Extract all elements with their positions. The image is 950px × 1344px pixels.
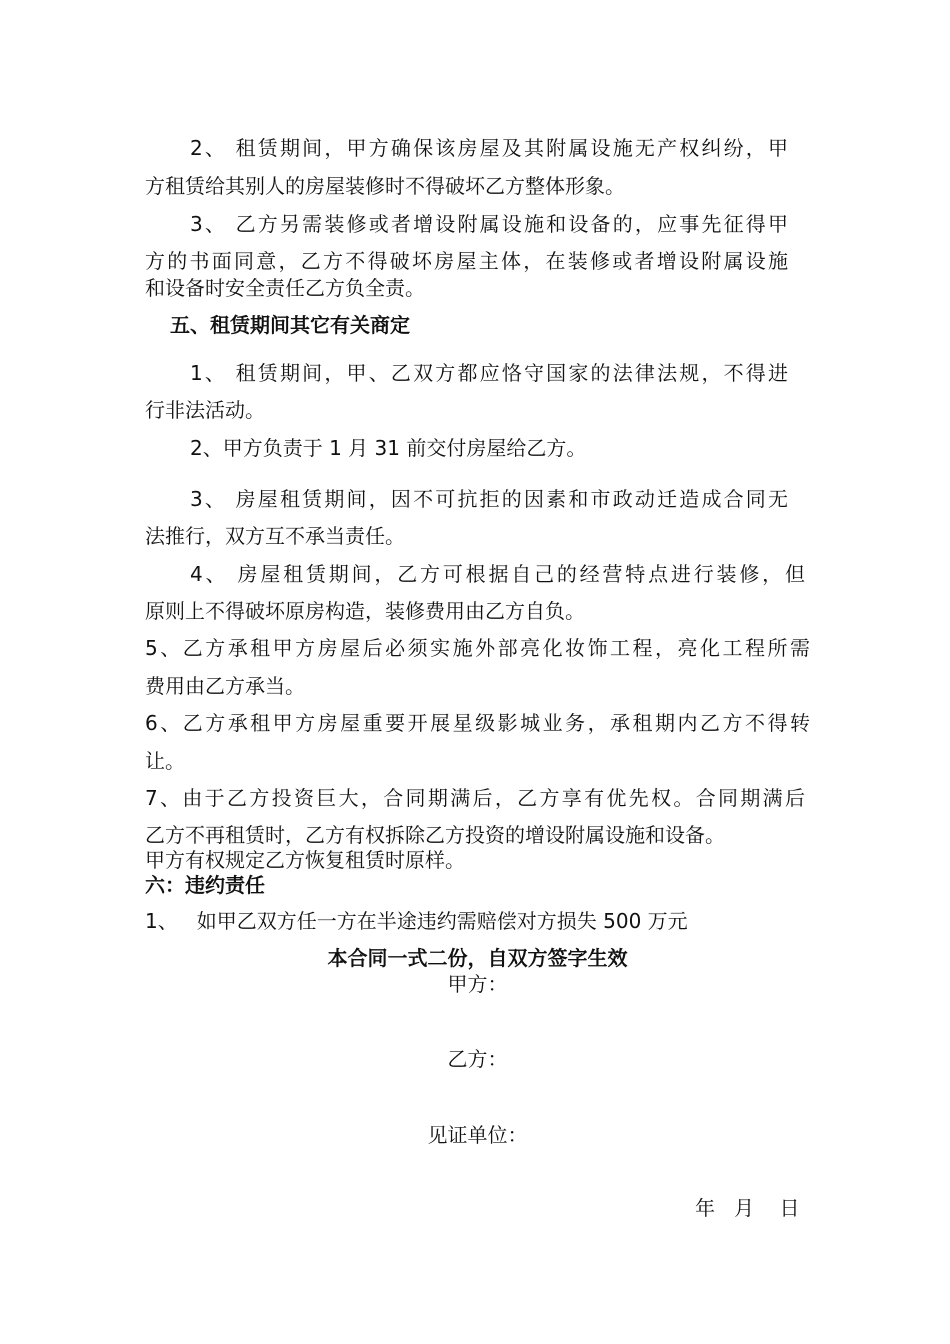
witness-label: 见证单位：: [427, 1123, 528, 1147]
s5-item3-line2: 法推行，双方互不承当责任。: [145, 524, 405, 548]
s5-item1-line1: 1、 租赁期间，甲、乙双方都应恪守国家的法律法规，不得进: [190, 361, 788, 385]
s4-item2-line1: 2、 租赁期间，甲方确保该房屋及其附属设施无产权纠纷，甲: [190, 136, 788, 160]
s5-item6-line2: 让。: [145, 749, 185, 773]
s5-item6-line1: 6、乙方承租甲方房屋重要开展星级影城业务，承租期内乙方不得转: [145, 711, 810, 735]
s5-item7-line2: 乙方不再租赁时，乙方有权拆除乙方投资的增设附属设施和设备。: [145, 823, 725, 847]
party-a-label: 甲方：: [447, 972, 508, 996]
s4-item2-line2: 方租赁给其别人的房屋装修时不得破坏乙方整体形象。: [145, 174, 625, 198]
closing-statement: 本合同一式二份，自双方签字生效: [327, 946, 628, 970]
s4-item3-line2: 方的书面同意，乙方不得破坏房屋主体，在装修或者增设附属设施: [145, 249, 788, 273]
s5-item3-line1: 3、 房屋租赁期间，因不可抗拒的因素和市政动迁造成合同无: [190, 487, 788, 511]
date-line: 年 月 日: [695, 1196, 800, 1220]
s4-item3-line3: 和设备时安全责任乙方负全责。: [145, 276, 425, 300]
s6-item1-line1: 1、 如甲乙双方任一方在半途违约需赔偿对方损失 500 万元: [145, 909, 688, 933]
section5-heading: 五、租赁期间其它有关商定: [170, 313, 410, 337]
s4-item3-line1: 3、 乙方另需装修或者增设附属设施和设备的，应事先征得甲: [190, 212, 788, 236]
party-b-label: 乙方：: [447, 1047, 508, 1071]
s5-item5-line1: 5、乙方承租甲方房屋后必须实施外部亮化妆饰工程，亮化工程所需: [145, 636, 810, 660]
s5-item4-line2: 原则上不得破坏原房构造，装修费用由乙方自负。: [145, 599, 585, 623]
s5-item7-line1: 7、由于乙方投资巨大，合同期满后，乙方享有优先权。合同期满后: [145, 786, 805, 810]
s5-item4-line1: 4、 房屋租赁期间，乙方可根据自己的经营特点进行装修，但: [190, 562, 805, 586]
s5-item2-line1: 2、甲方负责于 1 月 31 前交付房屋给乙方。: [190, 436, 587, 460]
s5-item5-line2: 费用由乙方承当。: [145, 674, 305, 698]
section6-heading: 六：违约责任: [145, 873, 265, 897]
s5-item1-line2: 行非法活动。: [145, 398, 265, 422]
s5-item7-line3: 甲方有权规定乙方恢复租赁时原样。: [145, 848, 465, 872]
